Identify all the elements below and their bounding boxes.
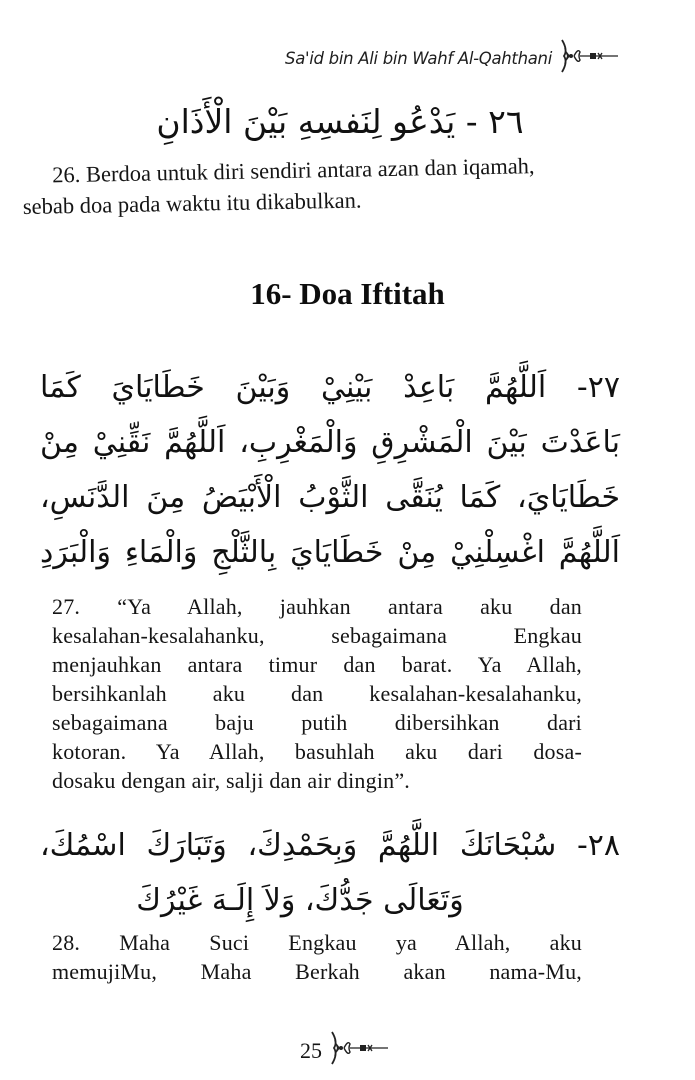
translation-line: memujiMu, Maha Berkah akan nama-Mu, (52, 959, 582, 984)
arabic-text-28 (40, 818, 620, 928)
arabic-line: ٢٧- اَللَّهُمَّ بَاعِدْ بَيْنِيْ وَبَيْنَ خَطَايَايَ كَمَا (40, 370, 620, 405)
arabic-line: خَطَايَايَ، كَمَا يُنَقَّى الثَّوْبُ الْأَبْيَضُ مِنَ الدَّنَسِ، (40, 480, 620, 515)
translation-line: bersihkanlah aku dan kesalahan-kesalahanku, (52, 681, 582, 706)
section-title: 16- Doa Iftitah (250, 276, 445, 311)
translation-line: 28. Maha Suci Engkau ya Allah, aku (52, 930, 582, 955)
floral-ornament-icon (328, 1028, 390, 1073)
arabic-line: وَتَعَالَى جَدُّكَ، وَلاَ إِلَـهَ غَيْرُكَ (136, 883, 464, 918)
translation-line: sebagaimana baju putih dibersihkan dari (52, 710, 582, 735)
floral-ornament-icon (558, 36, 620, 81)
arabic-line: بَاعَدْتَ بَيْنَ الْمَشْرِقِ وَالْمَغْرِبِ، اَللَّهُمَّ نَقِّنِيْ مِنْ (40, 425, 620, 460)
translation-line: sebab doa pada waktu itu dikabulkan. (22, 187, 362, 219)
arabic-line: اَللَّهُمَّ اغْسِلْنِيْ مِنْ خَطَايَايَ بِالثَّلْجِ وَالْمَاءِ وَالْبَرَدِ (40, 535, 620, 570)
arabic-line: ٢٨- سُبْحَانَكَ اللَّهُمَّ وَبِحَمْدِكَ، وَتَبَارَكَ اسْمُكَ، (40, 828, 620, 863)
translation-line: kesalahan-kesalahanku, sebagaimana Engkau (52, 623, 582, 648)
translation-28 (52, 928, 582, 986)
author-name: Sa'id bin Ali bin Wahf Al-Qahthani (285, 49, 552, 68)
translation-line: 27. “Ya Allah, jauhkan antara aku dan (52, 594, 582, 619)
translation-27 (52, 592, 582, 795)
running-header (240, 36, 620, 81)
page-number: 25 (300, 1037, 322, 1063)
translation-line: kotoran. Ya Allah, basuhlah aku dari dosa- (52, 739, 582, 764)
translation-26 (22, 148, 643, 222)
translation-line: menjauhkan antara timur dan barat. Ya Allah, (52, 652, 582, 677)
arabic-text-26: ٢٦ - يَدْعُو لِنَفسِهِ بَيْنَ الْأَذَانِ (156, 102, 524, 141)
page-footer (300, 1028, 390, 1073)
translation-line: 26. Berdoa untuk diri sendiri antara azan dan iqamah, (52, 153, 535, 188)
translation-line: dosaku dengan air, salji dan air dingin”. (52, 768, 410, 793)
arabic-text-27 (40, 360, 620, 580)
